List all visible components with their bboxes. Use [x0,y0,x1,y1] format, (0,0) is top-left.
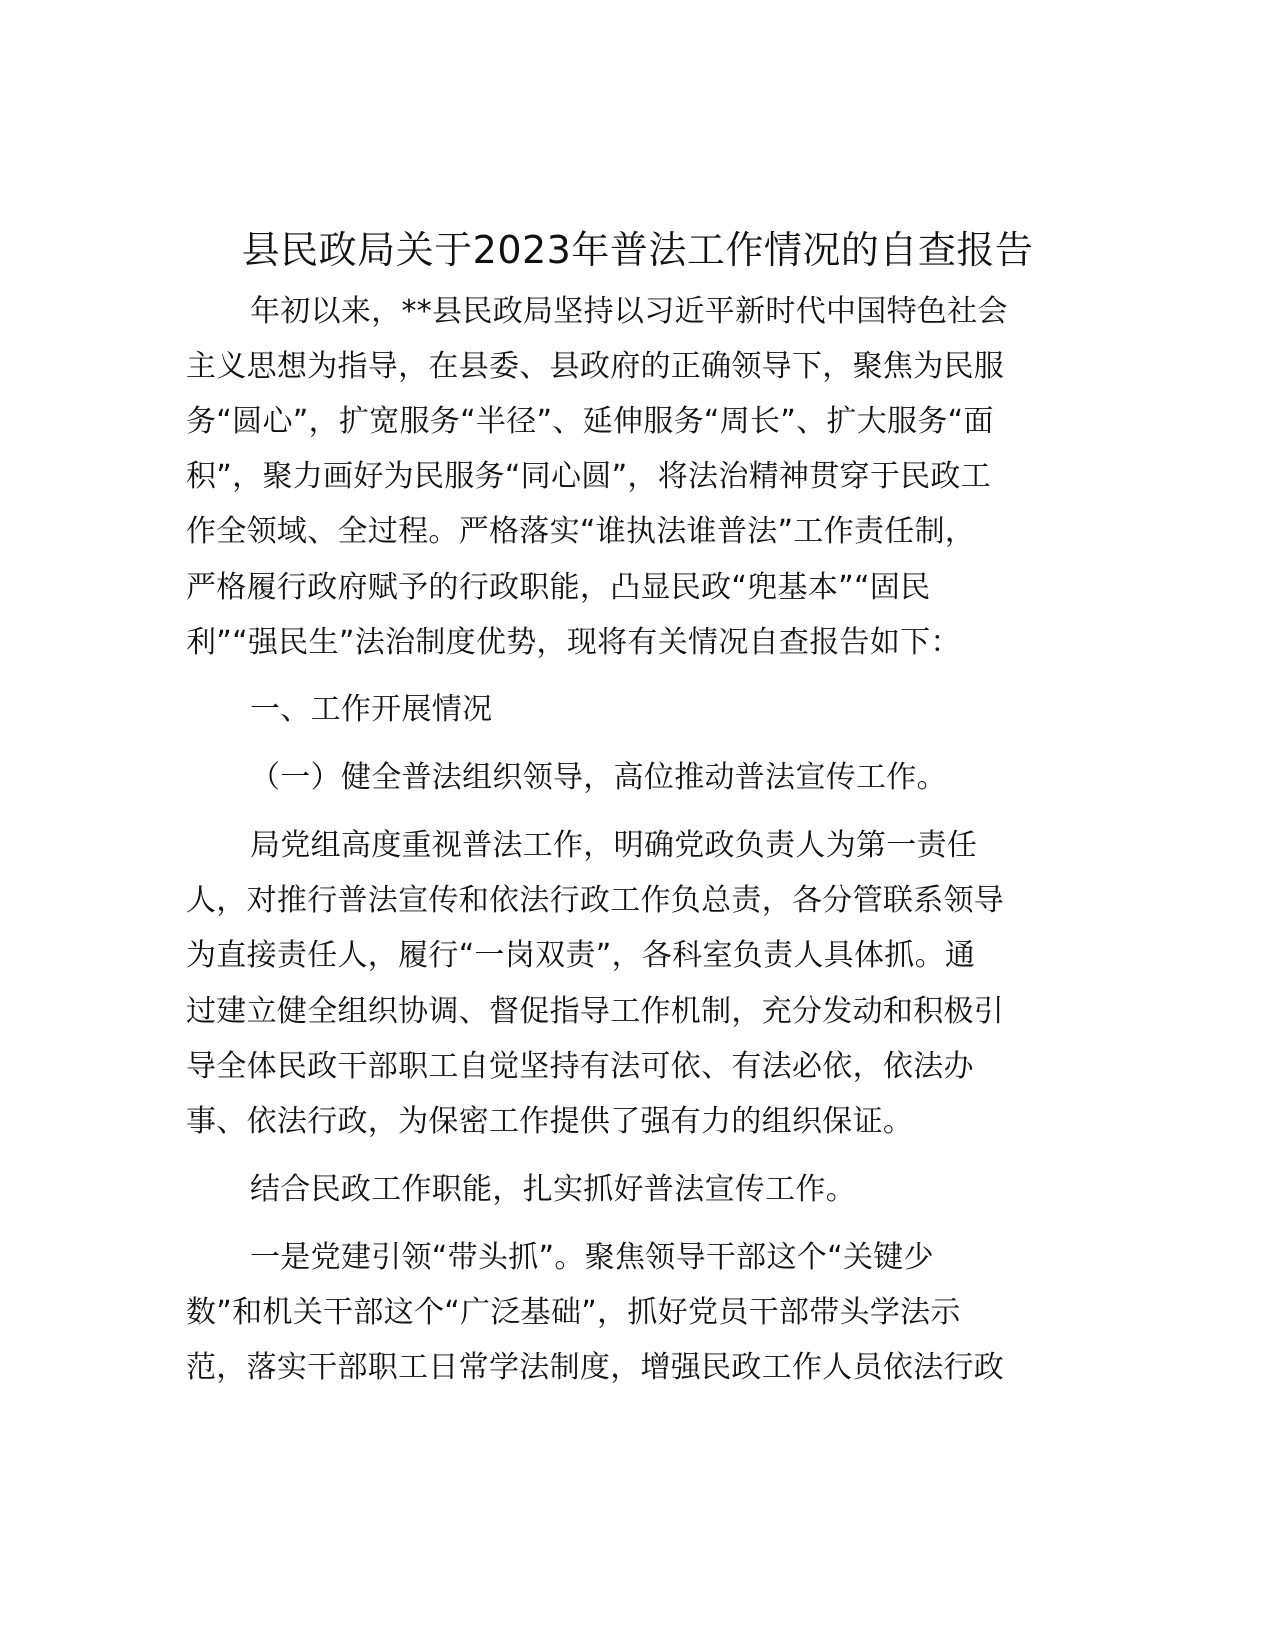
subsection-heading-1: （一）健全普法组织领导，高位推动普法宣传工作。 [250,760,947,795]
intro-line-2: 主义思想为指导，在县委、县政府的正确领导下，聚焦为民服 [186,349,1005,384]
leadership-line-3: 为直接责任人，履行“一岗双责”，各科室负责人具体抓。通 [186,938,976,973]
leadership-line-1: 局党组高度重视普法工作，明确党政负责人为第一责任 [250,828,978,863]
section-heading-1: 一、工作开展情况 [250,692,493,727]
leadership-line-6: 事、依法行政，为保密工作提供了强有力的组织保证。 [186,1104,914,1139]
document-title: 县民政局关于2023年普法工作情况的自查报告 [241,228,1034,272]
combine-line-1: 结合民政工作职能，扎实抓好普法宣传工作。 [250,1172,856,1207]
intro-line-7: 利”“强民生”法治制度优势，现将有关情况自查报告如下： [186,625,961,660]
leadership-line-2: 人，对推行普法宣传和依法行政工作负总责，各分管联系领导 [186,883,1005,918]
intro-line-4: 积”，聚力画好为民服务“同心圆”，将法治精神贯穿于民政工 [186,459,992,494]
intro-line-1: 年初以来，**县民政局坚持以习近平新时代中国特色社会 [250,294,1008,329]
intro-line-5: 作全领域、全过程。严格落实“谁执法谁普法”工作责任制， [186,514,976,549]
intro-line-6: 严格履行政府赋予的行政职能，凸显民政“兜基本”“固民 [186,570,931,605]
leadership-line-5: 导全体民政干部职工自觉坚持有法可依、有法必依，依法办 [186,1049,974,1084]
leadership-line-4: 过建立健全组织协调、督促指导工作机制，充分发动和积极引 [186,994,1005,1029]
intro-line-3: 务“圆心”，扩宽服务“半径”、延伸服务“周长”、扩大服务“面 [186,404,994,439]
party-line-1: 一是党建引领“带头抓”。聚焦领导干部这个“关键少 [250,1240,934,1275]
party-line-2: 数”和机关干部这个“广泛基础”，抓好党员干部带头学法示 [186,1295,961,1330]
party-line-3: 范，落实干部职工日常学法制度，增强民政工作人员依法行政 [186,1350,1005,1385]
